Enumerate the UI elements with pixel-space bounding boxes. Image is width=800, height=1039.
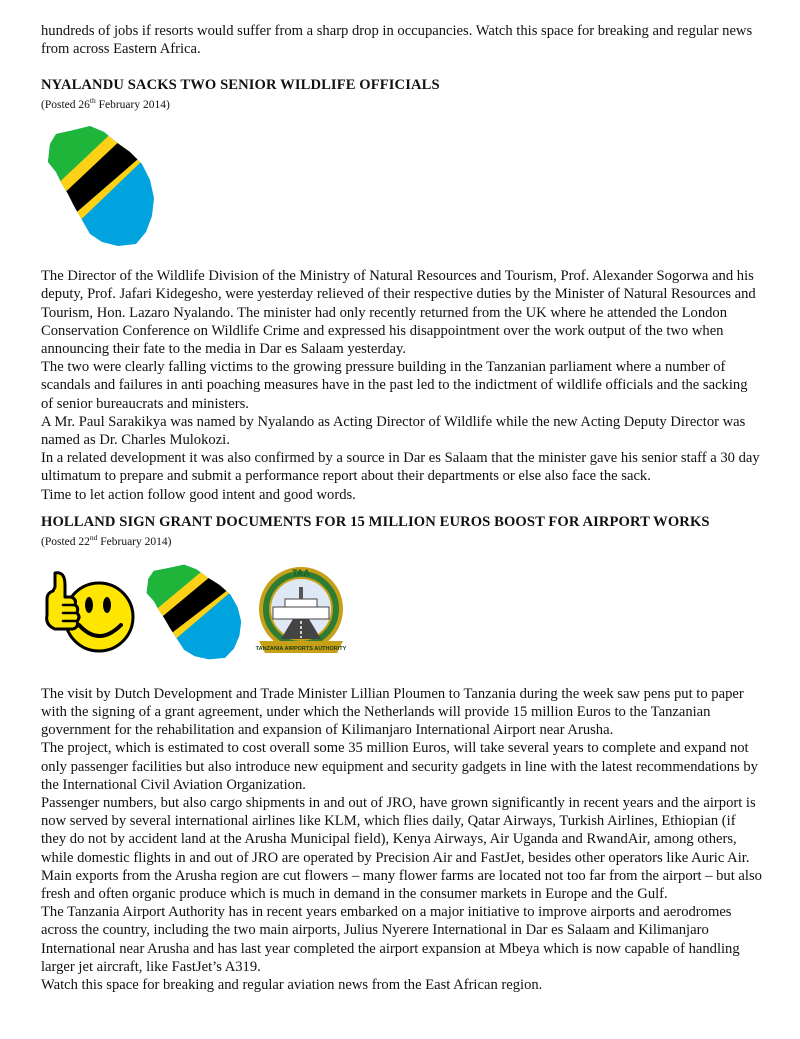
logo-top-text: TAA xyxy=(292,567,310,578)
logo-ribbon-text: TANZANIA AIRPORTS AUTHORITY xyxy=(255,645,347,652)
document-page xyxy=(41,0,763,994)
article-1-image xyxy=(44,124,763,246)
article-2-title: HOLLAND SIGN GRANT DOCUMENTS FOR 15 MILLION EUROS BOOST FOR AIRPORT WORKS xyxy=(41,513,710,530)
article-2-paragraph: Passenger numbers, but also cargo shipments in and out of JRO, have grown significantly in recent years and the airport is now served by several international airlines like KLM, which flies daily, Qatar Airways, Turkish Airlines, Ethiopian (if they do not by accident land at the Arusha Municipal field), Kenya Airways, Air Uganda and RwandAir, among others, while domestic flights in and out of JRO are operated by Precision Air and FastJet, besides other operators like Auric Air. xyxy=(41,794,756,866)
article-2-paragraph: Watch this space for breaking and regular aviation news from the East African region. xyxy=(41,976,543,993)
article-1-paragraph: The two were clearly falling victims to the growing pressure building in the Tanzanian parliament where a number of scandals and failures in anti poaching measures have in the past led to the indictment of wildlife officials and the sacking of senior bureaucrats and ministers. xyxy=(41,359,748,412)
article-2-body xyxy=(41,685,763,994)
article-1-paragraph: In a related development it was also confirmed by a source in Dar es Salaam that the minister gave his senior staff a 30 day ultimatum to prepare and submit a performance report about their departments or else also face the sack. xyxy=(41,450,760,485)
article-2-paragraph: The visit by Dutch Development and Trade Minister Lillian Ploumen to Tanzania during the week saw pens put to paper with the signing of a grant agreement, under which the Netherlands will provide 15 million Euros to the Tanzanian government for the rehabilitation and expansion of Kilimanjaro International Airport near Arusha. xyxy=(41,685,744,739)
article-2-paragraph: Main exports from the Arusha region are cut flowers – many flower farms are located not too far from the airport – but also fresh and often organic produce which is much in demand in the consumer markets in Europe and the Gulf. xyxy=(41,867,762,902)
article-2-images xyxy=(41,563,763,661)
article-1-paragraph: A Mr. Paul Sarakikya was named by Nyalando as Acting Director of Wildlife while the new Acting Deputy Director was named as Dr. Charles Mulokozi. xyxy=(41,413,746,449)
article-2-posted-date: (Posted 22nd February 2014) xyxy=(41,532,172,548)
article-1-body xyxy=(41,267,763,504)
tanzania-flag-map-icon xyxy=(44,124,156,248)
tanzania-airports-authority-logo xyxy=(249,563,353,661)
article-2-paragraph: The Tanzania Airport Authority has in recent years embarked on a major initiative to improve airports and aerodromes across the country, including the two main airports, Julius Nyerere International in Dar es Salaam and Kilimanjaro International near Arusha and has last year completed the airport expansion at Mbeya which is now capable of handling larger jet aircraft, like FastJet’s A319. xyxy=(41,904,740,975)
article-2-paragraph: The project, which is estimated to cost overall some 35 million Euros, will take several years to complete and expand not only passenger facilities but also introduce new equipment and security gadgets in line with the latest recommendations by the International Civil Aviation Organization. xyxy=(41,740,758,793)
article-1-title: NYALANDU SACKS TWO SENIOR WILDLIFE OFFICIALS xyxy=(41,77,440,94)
article-1-paragraph: Time to let action follow good intent and good words. xyxy=(41,486,356,503)
article-1-posted-date: (Posted 26th February 2014) xyxy=(41,96,170,112)
thumbs-up-smiley-icon xyxy=(41,563,137,659)
tanzania-flag-map-icon xyxy=(143,563,243,661)
intro-paragraph-tail: hundreds of jobs if resorts would suffer from a sharp drop in occupancies. Watch this space for breaking and regular news from across Eastern Africa. xyxy=(41,23,753,58)
article-1-paragraph: The Director of the Wildlife Division of the Ministry of Natural Resources and Tourism, Prof. Alexander Sogorwa and his deputy, Prof. Jafari Kidegesho, were yesterday relieved of their respective duties by the Minister of Natural Resources and Tourism, Hon. Lazaro Nyalando. The minister had only recently returned from the UK where he attended the London Conservation Conference on Wildlife Crime and expressed his disappointment over the work output of the two when announcing their fate to the media in Dar es Salaam yesterday. xyxy=(41,268,756,358)
